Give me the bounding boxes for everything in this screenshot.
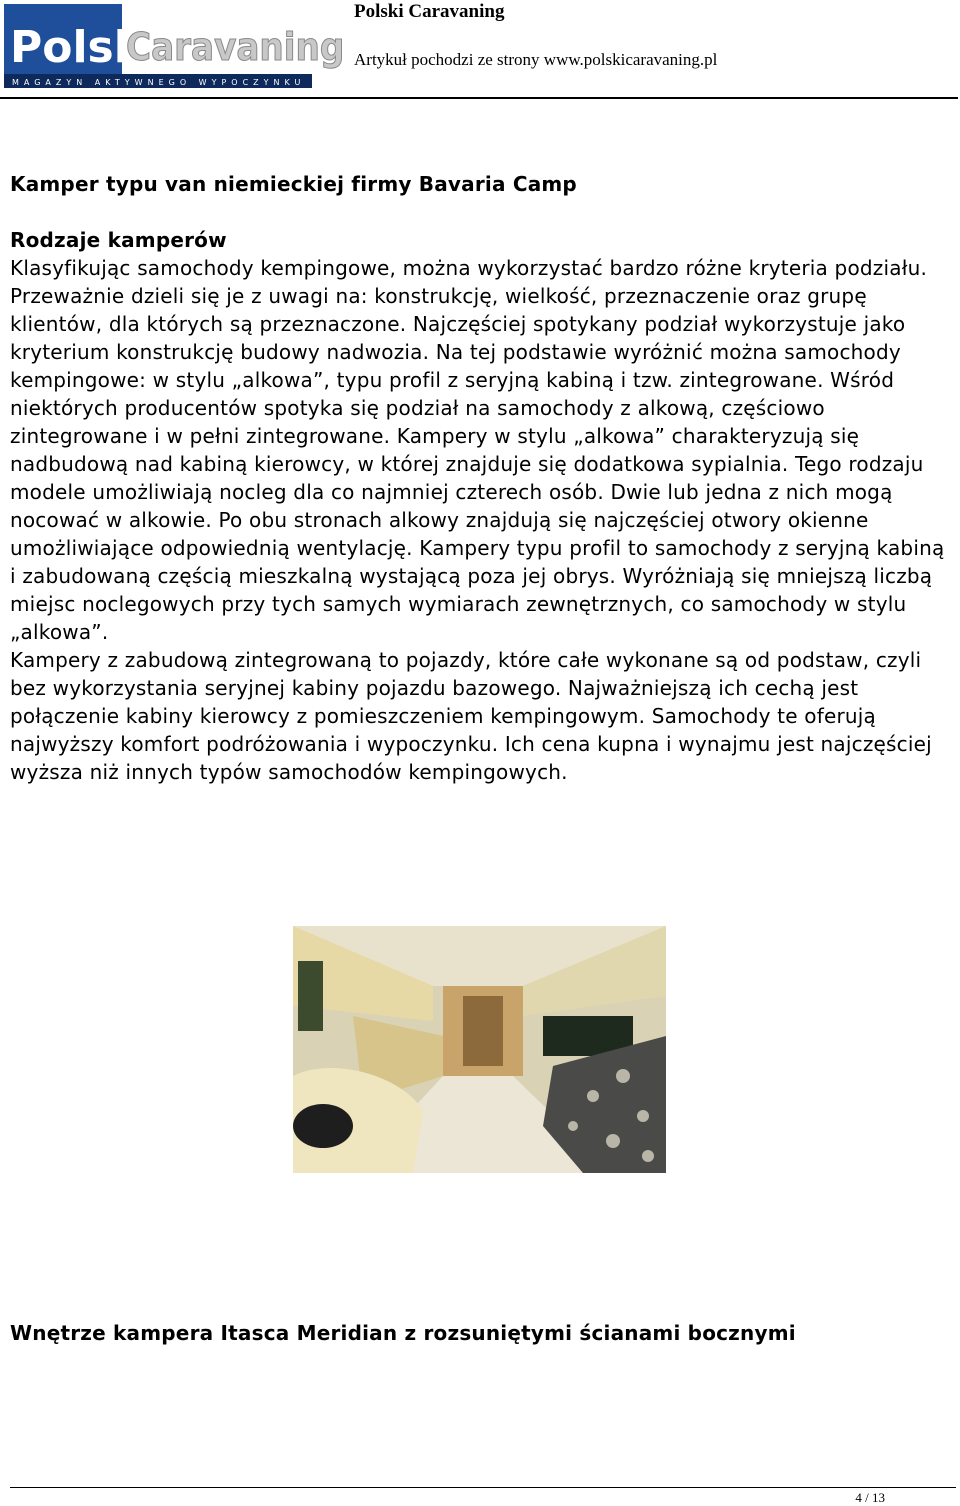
paragraph-1: Klasyfikując samochody kempingowe, można wykorzystać bardzo różne kryteria podziału. Przeważnie dzieli się je z uwagi na: konstrukcję, wielkość, przeznaczenie oraz grupę klientów, dla których są przeznaczone. Najczęściej spotykany podział wykorzystuje jako kryterium konstrukcję budowy nadwozia. Na tej podstawie wyróżnić można samochody kempingowe: w stylu „alkowa”, typu profil z seryjną kabiną i tzw. zintegrowane. Wśród niektórych producentów spotyka się podział na samochody z alkową, częściowo zintegrowane i w pełni zintegrowane. Kampery w stylu „alkowa” charakteryzują się nadbudową nad kabiną kierowcy, w której znajduje się dodatkowa sypialnia. Tego rodzaju modele umożliwiają nocleg dla co najmniej czterech osób. Dwie lub jedna z nich mogą nocować w alkowie. Po obu stronach alkowy znajdują się najczęściej otwory okienne umożliwiające odpowiednią wentylację. Kampery typu profil to samochody z seryjną kabiną i zabudowaną częścią mieszkalną wystającą poza jej obrys. Wyróżniają się mniejszą liczbą miejsc noclegowych przy tych samych wymiarach zewnętrznych, co samochody w stylu „alkowa”. xyxy=(10,256,945,644)
logo-word-main: Polski xyxy=(10,22,159,73)
header-title: Polski Caravaning xyxy=(354,1,505,22)
logo-tagline: MAGAZYN AKTYWNEGO WYPOCZYNKU xyxy=(12,78,306,87)
image-caption-bottom: Wnętrze kampera Itasca Meridian z rozsuniętymi ścianami bocznymi xyxy=(10,1321,796,1345)
camper-interior-photo xyxy=(293,926,666,1173)
page-number: 4 / 13 xyxy=(855,1490,885,1505)
header-source: Artykuł pochodzi ze strony www.polskicaravaning.pl xyxy=(354,50,718,69)
polski-caravaning-logo xyxy=(4,4,345,88)
logo-word-accent: Caravaning xyxy=(126,25,345,69)
paragraph-2: Kampery z zabudową zintegrowaną to pojazdy, które całe wykonane są od podstaw, czyli bez wykorzystania seryjnej kabiny pojazdu bazowego. Najważniejszą ich cechą jest połączenie kabiny kierowcy z pomieszczeniem kempingowym. Samochody te oferują najwyższy komfort podróżowania i wypoczynku. Ich cena kupna i wynajmu jest najczęściej wyższa niż innych typów samochodów kempingowych. xyxy=(10,648,932,784)
article-body xyxy=(10,254,954,786)
section-heading: Rodzaje kamperów xyxy=(10,228,227,252)
footer-divider xyxy=(10,1487,956,1488)
header-divider xyxy=(0,97,958,99)
image-caption-top: Kamper typu van niemieckiej firmy Bavaria Camp xyxy=(10,172,577,196)
